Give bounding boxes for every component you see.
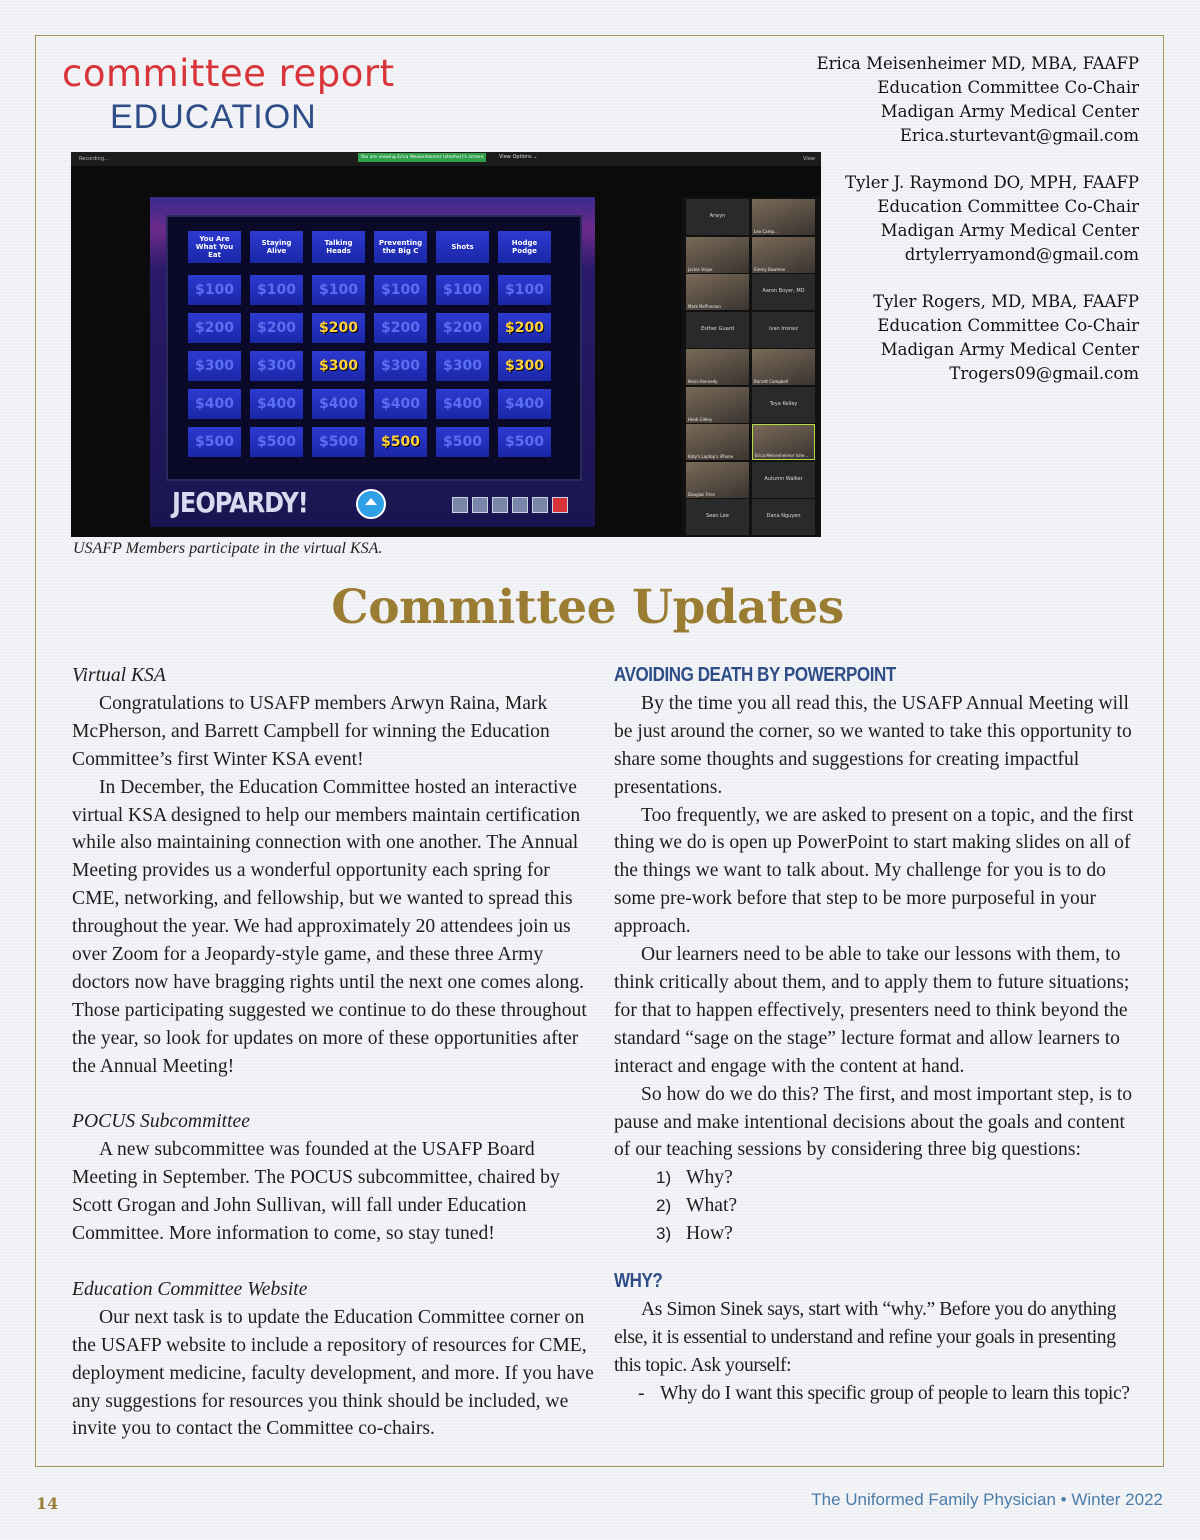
section-heading-powerpoint: AVOIDING DEATH BY POWERPOINT (614, 664, 896, 686)
contact-email[interactable]: Trogers09@gmail.com (949, 364, 1139, 383)
clue-tile[interactable]: $400 (188, 389, 241, 419)
view-options-button[interactable]: View Options ⌄ (499, 154, 538, 160)
clue-tile[interactable]: $300 (188, 351, 241, 381)
clue-tile[interactable]: $300 (436, 351, 489, 381)
jeopardy-logo: JEOPARDY! (172, 486, 308, 520)
category-header: You Are What You Eat (188, 231, 241, 263)
clue-tile[interactable]: $400 (250, 389, 303, 419)
left-column (72, 662, 600, 1443)
clue-tile[interactable]: $100 (436, 275, 489, 305)
clue-tile[interactable]: $400 (312, 389, 365, 419)
clue-tile[interactable]: $100 (374, 275, 427, 305)
participant-tile (686, 199, 749, 235)
subhead-virtual-ksa: Virtual KSA (72, 665, 166, 686)
subhead-pocus: POCUS Subcommittee (72, 1111, 250, 1133)
category-header: Preventing the Big C (374, 231, 427, 263)
participant-name: Kevin Kennedy (688, 379, 718, 384)
clue-tile[interactable]: $500 (188, 427, 241, 457)
paragraph: By the time you all read this, the USAFP Annual Meeting will be just around the corner, so we wanted to take this opportunity to share some thoughts and suggestions for creating impactful presentations. (614, 692, 1132, 798)
participant-tile (752, 274, 815, 310)
participant-name: Toya Kelley (769, 400, 798, 407)
participant-name: Katy's Laptop's iPhone (688, 454, 734, 459)
category-header: Staying Alive (250, 231, 303, 263)
bullet-item: - Why do I want this specific group of people to learn this topic? (638, 1382, 1130, 1404)
participant-tile (752, 499, 815, 535)
mute-icon[interactable] (552, 497, 568, 513)
clue-tile[interactable]: $300 (374, 351, 427, 381)
category-header: Talking Heads (312, 231, 365, 263)
sound-icon[interactable] (492, 497, 508, 513)
jeopardy-board (150, 197, 595, 527)
participant-tile (686, 274, 749, 310)
category-header: Hodge Podge (498, 231, 551, 263)
paragraph: Our next task is to update the Education Committee corner on the USAFP website to include a repository of resources for CME, deployment medicine, faculty development, and more. If you have any suggestions for resources you think should be included, we invite you to contact the Committee co-chairs. (72, 1306, 594, 1440)
contact-email[interactable]: drtylerryamond@gmail.com (904, 245, 1139, 264)
clue-tile[interactable]: $400 (374, 389, 427, 419)
clue-tile[interactable]: $500 (436, 427, 489, 457)
paragraph: Our learners need to be able to take our lessons with them, to think critically about them, and to apply them to future situations; for that to happen effectively, presenters need to think beyond the standard “sage on the stage” lecture format and allow learners to interact and engage with the content at hand. (614, 944, 1130, 1077)
right-column (614, 662, 1142, 1408)
clue-tile[interactable]: $200 (374, 313, 427, 343)
headline: Committee Updates (331, 580, 844, 635)
sound-icon[interactable] (512, 497, 528, 513)
contact-org: Madigan Army Medical Center (880, 102, 1139, 121)
participant-name: Esther Guard (701, 325, 734, 332)
clue-tile[interactable]: $500 (498, 427, 551, 457)
participant-tile (752, 387, 815, 423)
clue-tile[interactable]: $200 (312, 313, 365, 343)
participant-tile (752, 199, 815, 235)
participant-gallery (681, 197, 821, 537)
recording-indicator: Recording... (79, 156, 109, 162)
participant-tile (686, 424, 749, 460)
screen-share-banner: You are viewing Erica Meisenheimer (she/her)'s screen (358, 153, 486, 162)
contact-role: Education Committee Co-Chair (877, 78, 1139, 97)
category-header: Shots (436, 231, 489, 263)
committee-report-kicker: committee report (62, 52, 395, 95)
questions-list (614, 1164, 1142, 1248)
list-item: 2) What? (656, 1195, 738, 1217)
paragraph: Congratulations to USAFP members Arwyn Raina, Mark McPherson, and Barrett Campbell for winning the Education Committee’s first Winter KSA event! (72, 692, 550, 770)
zoom-toolbar (71, 152, 821, 166)
participant-name: Arwyn (709, 213, 726, 219)
view-button[interactable]: View (803, 156, 815, 162)
participant-name: Dana Nguyen (766, 513, 801, 519)
participant-name: Erica Meisenheimer (she... (755, 453, 809, 458)
paragraph: A new subcommittee was founded at the USAFP Board Meeting in September. The POCUS subcommittee, chaired by Scott Grogan and John Sullivan, will fall under Education Committee. More information to come, so stay tuned! (72, 1139, 560, 1245)
participant-tile (752, 312, 815, 348)
paragraph: As Simon Sinek says, start with “why.” Before you do anything else, it is essential to understand and refine your goals in presenting this topic. Ask yourself: (614, 1298, 1117, 1376)
participant-name: Jackie Vorpe (688, 266, 713, 272)
participant-name: Leo Camp... (754, 229, 778, 234)
section-title: EDUCATION (110, 98, 317, 136)
contact-card (817, 171, 1139, 267)
game-controls (452, 497, 572, 515)
participant-tile (686, 387, 749, 423)
clue-tile[interactable]: $300 (312, 351, 365, 381)
participant-name: Douglas Fries (688, 491, 715, 497)
participant-name: Aaron Boyer, MD (762, 288, 805, 294)
participant-tile (752, 462, 815, 498)
participant-name: Ivan Irisnez (769, 325, 798, 332)
sound-icon[interactable] (532, 497, 548, 513)
clue-tile[interactable]: $500 (374, 427, 427, 457)
participant-name: Heidi Gidley (688, 416, 713, 422)
subhead-website: Education Committee Website (72, 1278, 308, 1300)
clue-tile[interactable]: $200 (436, 313, 489, 343)
clue-tile[interactable]: $500 (312, 427, 365, 457)
participant-name: Emmy Bowman (754, 266, 786, 272)
clue-tile[interactable]: $200 (498, 313, 551, 343)
participant-tile (752, 424, 815, 460)
contacts-block (817, 52, 1139, 409)
participant-name: Autumn Walker (764, 475, 803, 482)
clue-tile[interactable]: $100 (498, 275, 551, 305)
list-item: 1) Why? (656, 1167, 733, 1189)
paragraph: Too frequently, we are asked to present on a topic, and the first thing we do is open up PowerPoint to start making slides on all of the things we want to talk about. My challenge for you is to do some pre-work before that step to be more purposeful in your approach. (614, 804, 1134, 938)
contact-name: Erica Meisenheimer MD, MBA, FAAFP (816, 54, 1139, 73)
contact-org: Madigan Army Medical Center (880, 340, 1139, 359)
publication-footer: The Uniformed Family Physician • Winter 2022 (811, 1490, 1163, 1509)
participant-name: Barrett Campbell (754, 379, 789, 384)
home-icon[interactable] (356, 489, 386, 519)
participant-tile (752, 349, 815, 385)
contact-card (817, 290, 1139, 386)
clue-tile[interactable]: $300 (250, 351, 303, 381)
contact-role: Education Committee Co-Chair (877, 197, 1139, 216)
zoom-jeopardy-screenshot (71, 152, 821, 537)
contact-card (817, 52, 1139, 148)
contact-name: Tyler Rogers, MD, MBA, FAAFP (873, 292, 1139, 311)
clue-tile[interactable]: $400 (498, 389, 551, 419)
contact-email[interactable]: Erica.sturtevant@gmail.com (899, 126, 1139, 145)
participant-tile (686, 312, 749, 348)
clue-tile[interactable]: $200 (250, 313, 303, 343)
participant-name: Sean Lee (706, 513, 729, 519)
clue-tile[interactable]: $400 (436, 389, 489, 419)
participant-tile (686, 462, 749, 498)
participant-name: Mark McPherson (688, 304, 721, 309)
participant-tile (686, 499, 749, 535)
clue-tile[interactable]: $300 (498, 351, 551, 381)
page-number: 14 (36, 1494, 59, 1513)
list-item: 3) How? (656, 1223, 733, 1245)
clue-tile[interactable]: $200 (188, 313, 241, 343)
paragraph: In December, the Education Committee hosted an interactive virtual KSA designed to help our members maintain certification while also maintaining connection with one another. The Annual Meeting provides us a wonderful opportunity each spring for CME, networking, and fellowship, but we wanted to spread this throughout the year. We had approximately 20 attendees join us over Zoom for a Jeopardy-style game, and these three Army doctors now have bragging rights until the next one comes along. Those participating suggested we continue to do these throughout the year, so look for updates on more of these opportunities after the Annual Meeting! (72, 776, 587, 1077)
paragraph: So how do we do this? The first, and most important step, is to pause and make intentional decisions about the goals and content of our teaching sessions by considering three big questions: (614, 1083, 1133, 1161)
contact-name: Tyler J. Raymond DO, MPH, FAAFP (845, 173, 1139, 192)
jeopardy-grid (166, 215, 582, 481)
section-heading-why: WHY? (614, 1270, 663, 1293)
clue-tile[interactable]: $100 (250, 275, 303, 305)
clue-tile[interactable]: $100 (312, 275, 365, 305)
participant-tile (686, 349, 749, 385)
participant-tile (752, 237, 815, 273)
clue-tile[interactable]: $500 (250, 427, 303, 457)
contact-org: Madigan Army Medical Center (880, 221, 1139, 240)
participant-tile (686, 237, 749, 273)
sound-icon[interactable] (472, 497, 488, 513)
photo-caption: USAFP Members participate in the virtual KSA. (73, 540, 383, 557)
contact-role: Education Committee Co-Chair (877, 316, 1139, 335)
sound-icon[interactable] (452, 497, 468, 513)
clue-tile[interactable]: $100 (188, 275, 241, 305)
